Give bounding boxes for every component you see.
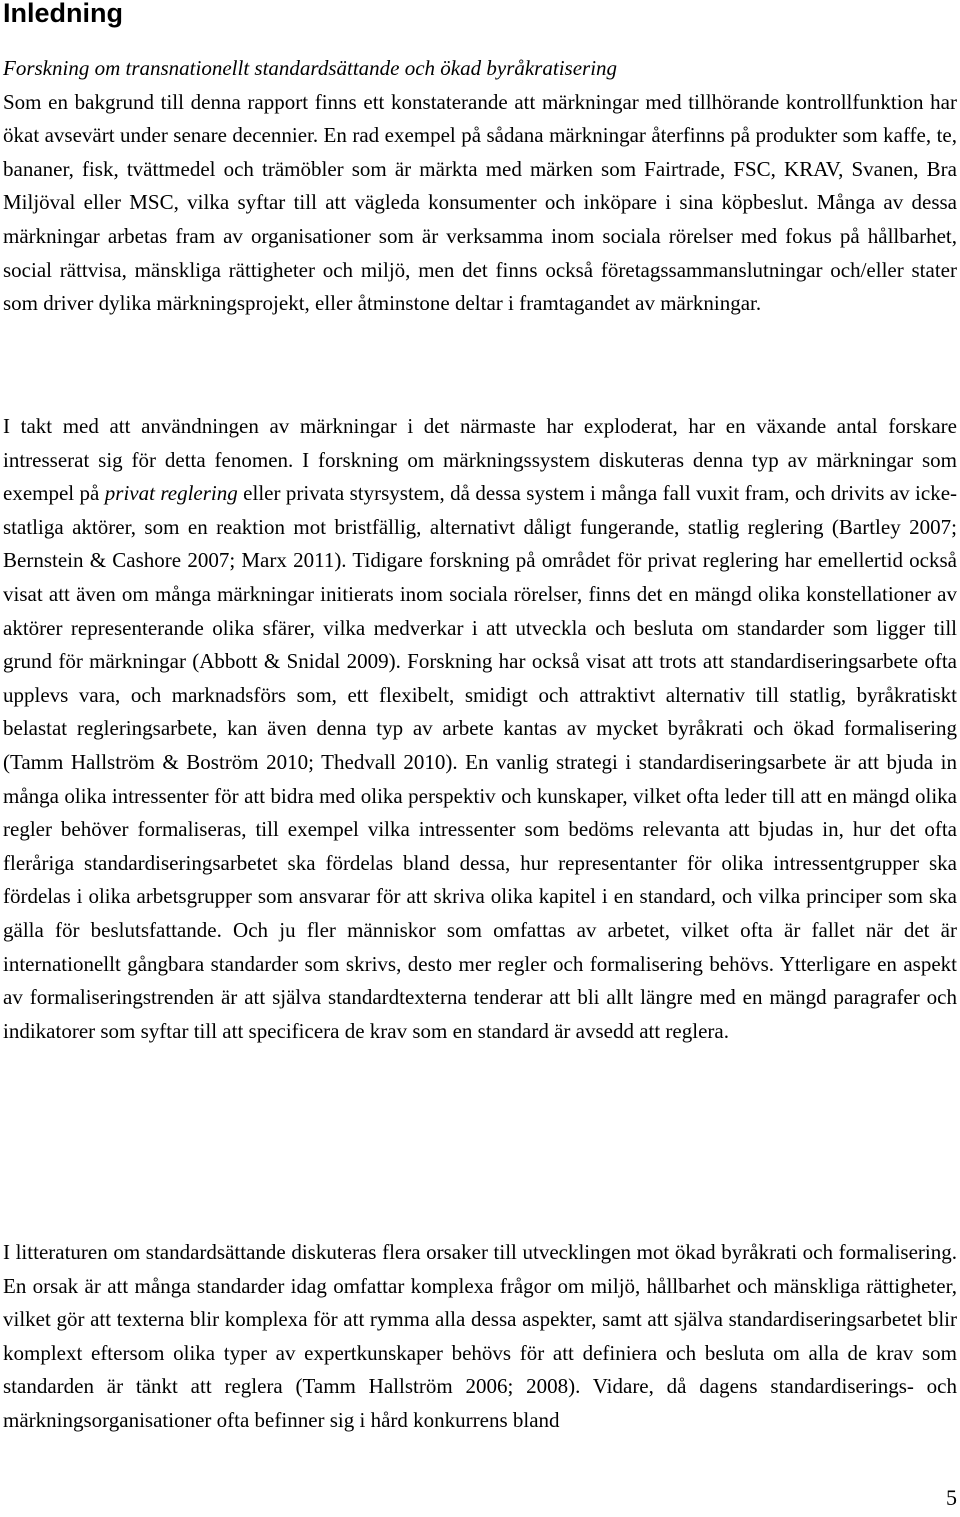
paragraph-1: Som en bakgrund till denna rapport finns ett konstaterande att märkningar med tillhörande kontrollfunktion har ökat avsevärt under senare decennier. En rad exempel på sådana märkningar återfinns på produkter som kaffe, te, bananer, fisk, tvättmedel och trämöbler som är märkta med märken som Fairtrade, FSC, KRAV, Svanen, Bra Miljöval eller MSC, vilka syftar till att vägleda konsumenter och inköpare i sina köpbeslut. Många av dessa märkningar arbetas fram av organisationer som är verksamma inom sociala rörelser med fokus på hållbarhet, social rättvisa, mänskliga rättigheter och miljö, men det finns också företagssammanslutningar och/eller stater som driver dylika märkningsprojekt, eller åtminstone deltar i framtagandet av märkningar. [3, 89, 957, 316]
page-number: 5 [946, 1485, 957, 1510]
italic-term: privat reglering [104, 481, 238, 506]
paragraph-2 [3, 410, 957, 1048]
paragraph-2-text-b: eller privata styrsystem, då dessa system i många fall vuxit fram, och drivits av icke-statliga aktörer, som en reaktion mot bristfällig, alternativt dåligt fungerande, statlig reglering (Bartley 2007; Bernstein & Cashore 2007; Marx 2011). Tidigare forskning på området för privat reglering har emellertid också visat att även om många märkningar initierats inom sociala rörelser, finns det en mängd olika konstellationer av aktörer representerande olika sfärer, vilka medverkar i att utveckla och besluta om standarder som ligger till grund för märkningar (Abbott & Snidal 2009). Forskning har också visat att trots att standardiseringsarbete ofta upplevs vara, och marknadsförs som, ett flexibelt, smidigt och attraktivt alternativ till statlig, byråkratiskt belastat regleringsarbete, kan även denna typ av arbete kantas av mycket byråkrati och ökad formalisering (Tamm Hallström & Boström 2010; Thedvall 2010). En vanlig strategi i standardiseringsarbete är att bjuda in många olika intressenter för att bidra med olika perspektiv och kunskaper, vilket ofta leder till att en mängd olika regler behöver formaliseras, till exempel vilka intressenter som bedöms relevanta att bjudas in, hur det ofta fleråriga standardiseringsarbetet ska fördelas bland dessa, hur representanter för olika intressentgrupper ska fördelas i olika arbetsgrupper som ansvarar för att skriva olika kapitel i en standard, och vilka principer som ska gälla för beslutsfattande. Och ju fler människor som omfattas av arbetet, vilket ofta är fallet när det är internationellt gångbara standarder som skrivs, desto mer regler och formalisering behövs. Ytterligare en aspekt av formaliseringstrenden är att själva standardtexterna tenderar att bli allt längre med en mängd paragrafer och indikatorer som syftar till att specificera de krav som en standard är avsedd att reglera. [3, 481, 958, 1043]
intro-block [3, 52, 957, 321]
paragraph-3: I litteraturen om standardsättande diskuteras flera orsaker till utvecklingen mot ökad byråkrati och formalisering. En orsak är att många standarder idag omfattar komplexa frågor om miljö, hållbarhet och mänskliga rättigheter, vilket gör att texterna blir komplexa för att rymma alla dessa aspekter, samt att själva standardiseringsarbetet blir komplext eftersom olika typer av expertkunskaper behövs för att definiera och besluta om alla de krav som standarden är tänkt att reglera (Tamm Hallström 2006; 2008). Vidare, då dagens standardiserings- och märkningsorganisationer ofta befinner sig i hård konkurrens bland [3, 1240, 957, 1432]
subsection-heading: Forskning om transnationellt standardsättande och ökad byråkratisering [3, 56, 618, 80]
paragraph-2-text-a: I takt med att användningen av märkningar i det närmaste har exploderat, har en växande antal forskare intresserat sig för detta fenomen. I forskning om märkningssystem diskuteras denna typ av märkningar som exempel på [3, 414, 957, 506]
section-heading: Inledning [3, 0, 123, 28]
